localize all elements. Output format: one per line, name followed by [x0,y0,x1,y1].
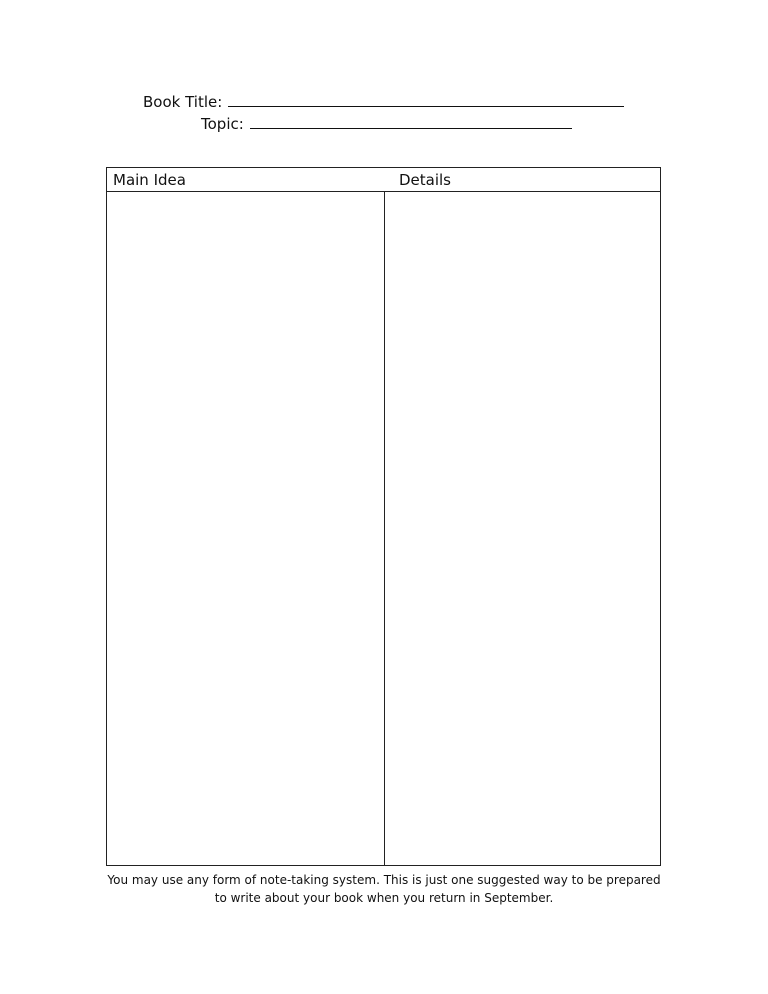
footer-note-line-2: to write about your book when you return in September. [214,891,554,905]
topic-blank[interactable] [250,116,572,129]
footer-note [100,871,668,907]
topic-field [201,115,572,133]
notes-table-header [107,168,660,192]
main-idea-heading: Main Idea [113,171,186,189]
main-idea-column[interactable] [107,192,384,865]
details-heading: Details [399,171,452,189]
book-title-blank[interactable] [228,94,624,107]
book-title-field [143,93,624,111]
footer-note-line-1: You may use any form of note-taking system. This is just one suggested way to be prepared [107,873,661,887]
book-title-label: Book Title: [143,93,223,111]
notes-table [106,167,661,866]
topic-label: Topic: [201,115,244,133]
details-column[interactable] [385,192,660,865]
